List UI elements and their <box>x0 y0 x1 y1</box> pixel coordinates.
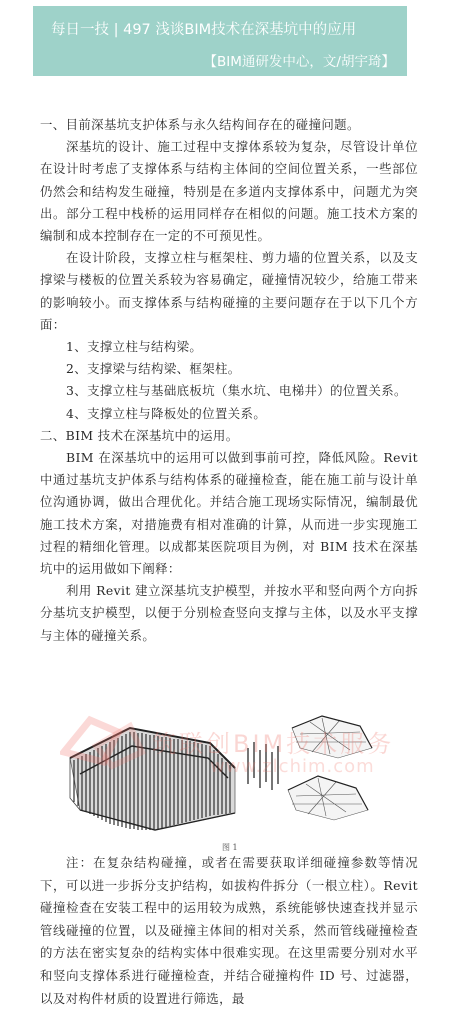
list-item-1: 1、支撑立柱与结构梁。 <box>66 339 203 355</box>
paragraph-5: 注：在复杂结构碰撞，或者在需要获取详细碰撞参数等情况下，可以进一步拆分支护结构，如拔构件拆分（一根立柱）。Revit 碰撞检查在安装工程中的运用较为成熟，系统能够快速查找并显示管线碰撞的位置，以及碰撞主体间的相对关系，然而管线碰撞检查的方法在密实复杂的结构实体中很难实现。在这里需要分别对水平和竖向支撑体系进行碰撞检查，并结合碰撞构件 ID 号、过滤器，以及对构件材质的设置进行筛选，最 <box>40 855 418 1006</box>
paragraph-3: BIM 在深基坑中的运用可以做到事前可控，降低风险。Revit 中通过基坑支护体系与结构体系的碰撞检查，能在施工前与设计单位沟通协调，做出合理优化。并结合施工现场实际情况，编制最优施工技术方案，对措施费有相对准确的计算，从而进一步实现施工过程的精细化管理。以成都某医院项目为例，对 BIM 技术在深基坑中的运用做如下阐释： <box>40 450 418 577</box>
article-title: 每日一技 | 497 浅谈BIM技术在深基坑中的应用 <box>51 22 357 38</box>
paragraph-4: 利用 Revit 建立深基坑支护模型，并按水平和竖向两个方向拆分基坑支护模型，以便于分别检查竖向支撑与主体，以及水平支撑与主体的碰撞关系。 <box>40 583 418 643</box>
article-body-lower <box>40 852 418 1010</box>
list-item-3: 3、支撑立柱与基础底板坑（集水坑、电梯井）的位置关系。 <box>66 383 407 399</box>
article-header-banner <box>33 6 407 76</box>
figure-caption: 图 1 <box>222 843 238 852</box>
watermark-name: 筑联创BIM技术服务 <box>152 730 395 758</box>
watermark-logo <box>60 712 146 772</box>
watermark-url: www.zlchim.com <box>210 756 375 777</box>
section-heading-1: 一、目前深基坑支护体系与永久结构间存在的碰撞问题。 <box>40 117 360 132</box>
list-item-4: 4、支撑立柱与降板处的位置关系。 <box>66 405 267 421</box>
paragraph-2: 在设计阶段，支撑立柱与框架柱、剪力墙的位置关系，以及支撑梁与楼板的位置关系较为容易确定，碰撞情况较少，给施工带来的影响较小。而支撑体系与结构碰撞的主要问题存在于以下几个方面： <box>40 250 418 332</box>
section-heading-2: 二、BIM 技术在深基坑中的运用。 <box>40 427 239 443</box>
list-item-2: 2、支撑梁与结构梁、框架柱。 <box>66 361 241 377</box>
article-byline: 【BIM通研发中心，文/胡宇琦】 <box>203 54 395 70</box>
article-body-upper <box>40 114 418 647</box>
paragraph-1: 深基坑的设计、施工过程中支撑体系较为复杂，尽管设计单位在设计时考虑了支撑体系与结构主体间的空间位置关系，一些部位仍然会和结构发生碰撞，特别是在多道内支撑体系中，问题尤为突出。部分工程中栈桥的运用同样存在相似的问题。施工技术方案的编制和成本控制存在一定的不可预见性。 <box>40 139 418 244</box>
